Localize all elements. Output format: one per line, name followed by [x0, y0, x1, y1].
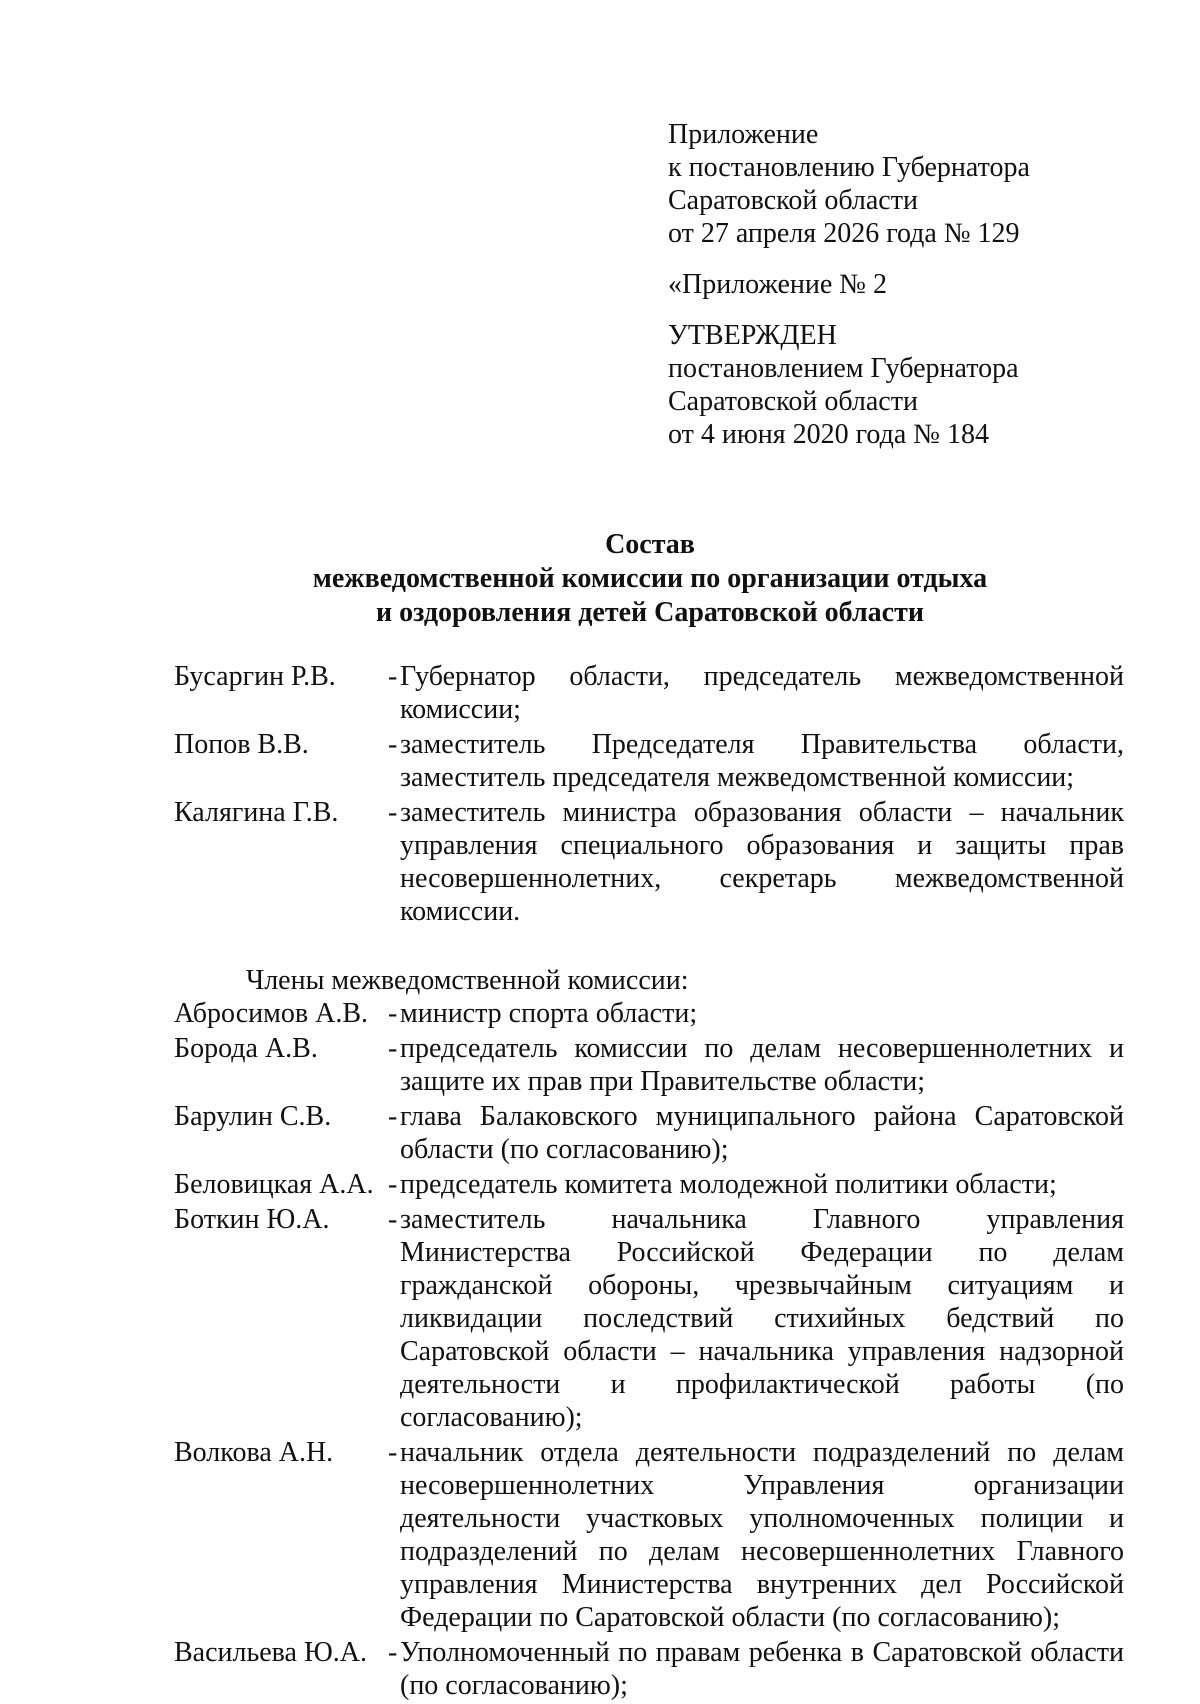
member-name: Калягина Г.В. [174, 797, 339, 828]
list-item [174, 1203, 1124, 1434]
member-name: Васильева Ю.А. [174, 1637, 367, 1668]
appendix-line: Приложение [668, 119, 819, 150]
dash: - [388, 729, 398, 760]
list-item [174, 1636, 1124, 1702]
list-item [174, 1032, 1124, 1098]
commission-list [174, 660, 1124, 1704]
list-item [174, 997, 1124, 1030]
member-position: министр спорта области; [400, 998, 698, 1029]
dash: - [388, 998, 398, 1029]
member-name: Беловицкая А.А. [174, 1169, 374, 1200]
approved-line: Саратовской области [668, 386, 918, 417]
member-position: заместитель Председателя Правительства области, заместитель председателя межведомственной комиссии; [400, 729, 1124, 793]
list-item [174, 796, 1124, 928]
approved-label: УТВЕРЖДЕН [668, 320, 837, 351]
member-position: Губернатор области, председатель межведомственной комиссии; [400, 661, 1124, 725]
member-name: Абросимов А.В. [174, 998, 368, 1029]
approved-line: постановлением Губернатора [668, 353, 1019, 384]
member-position: заместитель министра образования области – начальник управления специального образования и защиты прав несовершеннолетних, секретарь межведомственной комиссии. [400, 797, 1124, 927]
title-line: Состав [605, 529, 695, 560]
member-name: Барулин С.В. [174, 1101, 332, 1132]
members-heading: Члены межведомственной комиссии: [246, 965, 689, 996]
dash: - [388, 1437, 398, 1468]
list-item [174, 660, 1124, 726]
dash: - [388, 1169, 398, 1200]
member-name: Боткин Ю.А. [174, 1204, 330, 1235]
member-position: председатель комитета молодежной политики области; [400, 1169, 1057, 1200]
appendix-block [668, 118, 1148, 451]
list-item [174, 728, 1124, 794]
list-item [174, 1100, 1124, 1166]
member-name: Борода А.В. [174, 1033, 318, 1064]
appendix-line: Саратовской области [668, 185, 918, 216]
dash: - [388, 1101, 398, 1132]
dash: - [388, 1033, 398, 1064]
list-item [174, 1168, 1124, 1201]
member-name: Волкова А.Н. [174, 1437, 334, 1468]
member-name: Попов В.В. [174, 729, 309, 760]
document-title [170, 528, 1130, 630]
dash: - [388, 661, 398, 692]
title-line: межведомственной комиссии по организации отдыха [312, 563, 988, 594]
member-position: глава Балаковского муниципального района Саратовской области (по согласованию); [400, 1101, 1124, 1165]
dash: - [388, 797, 398, 828]
member-name: Бусаргин Р.В. [174, 661, 336, 692]
approved-date-line: от 4 июня 2020 года № 184 [668, 419, 990, 450]
member-position: Уполномоченный по правам ребенка в Саратовской области (по согласованию); [400, 1637, 1124, 1701]
appendix-number-line: «Приложение № 2 [668, 269, 887, 300]
member-position: начальник отдела деятельности подразделений по делам несовершеннолетних Управления организации деятельности участковых уполномоченных полиции и подразделений по делам несовершеннолетних Главного управления Министерства внутренних дел Российской Федерации по Саратовской области (по согласованию); [400, 1437, 1124, 1633]
list-item [174, 1436, 1124, 1634]
member-position: председатель комиссии по делам несовершеннолетних и защите их прав при Правительстве области; [400, 1033, 1124, 1097]
appendix-date-line: от 27 апреля 2026 года № 129 [668, 218, 1020, 249]
appendix-line: к постановлению Губернатора [668, 152, 1030, 183]
member-position: заместитель начальника Главного управления Министерства Российской Федерации по делам гражданской обороны, чрезвычайным ситуациям и ликвидации последствий стихийных бедствий по Саратовской области – начальника управления надзорной деятельности и профилактической работы (по согласованию); [400, 1204, 1124, 1433]
dash: - [388, 1637, 398, 1668]
dash: - [388, 1204, 398, 1235]
title-line: и оздоровления детей Саратовской области [376, 597, 924, 628]
